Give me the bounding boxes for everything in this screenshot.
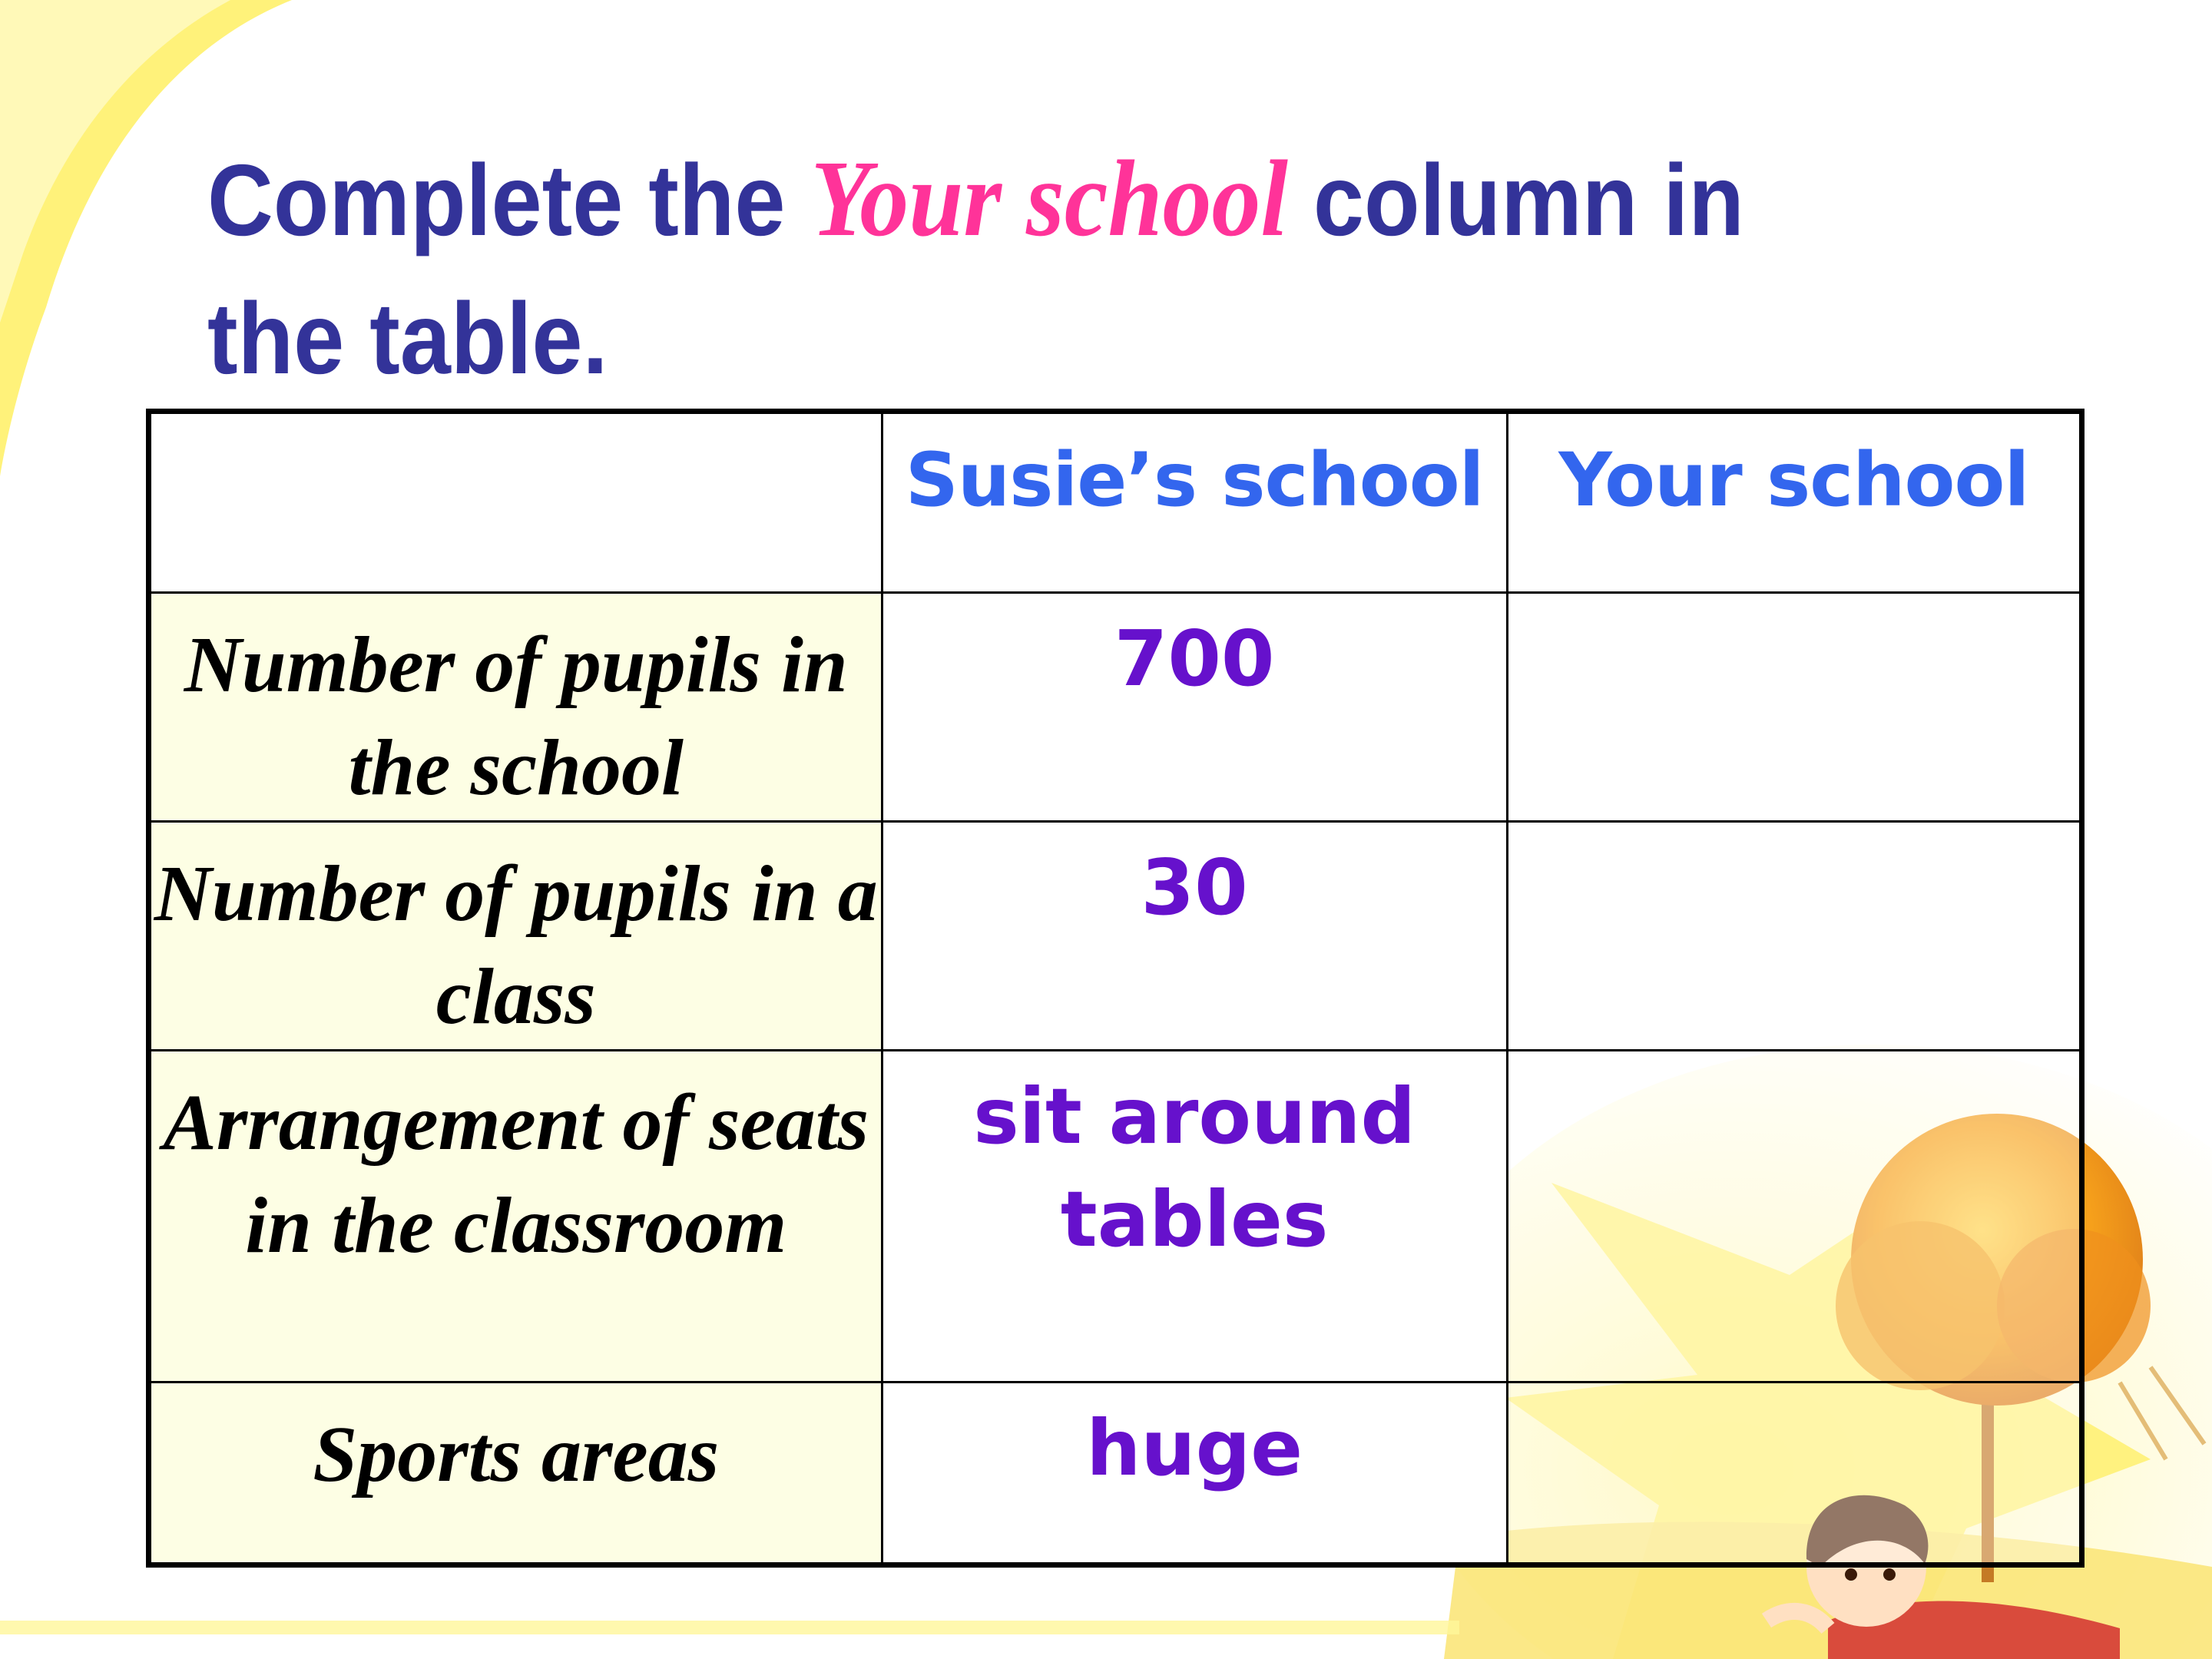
susie-value-seat-arrangement: sit around tables [973,1071,1416,1264]
header-label-blank [151,414,881,434]
your-school-answer-cell[interactable] [1507,822,2081,1051]
your-school-answer-sports-areas[interactable] [1508,1383,2079,1562]
susie-value-pupils-in-school: 700 [1114,614,1275,704]
your-school-answer-pupils-in-school[interactable] [1508,594,2079,820]
your-school-answer-cell[interactable] [1507,1051,2081,1382]
row-label-sports-areas: Sports areas [313,1410,720,1498]
table-row [149,1382,2082,1565]
header-cell-susies-school [882,412,1507,593]
your-school-answer-seat-arrangement[interactable] [1508,1051,2079,1381]
susie-value-pupils-in-class: 30 [1141,843,1248,932]
your-school-answer-cell[interactable] [1507,593,2081,822]
susie-value-sports-areas: huge [1086,1403,1303,1493]
susie-value-cell [882,1382,1507,1565]
header-label-your-school: Your school [1558,437,2029,523]
table-row [149,1051,2082,1382]
row-label-cell [149,822,882,1051]
row-label-pupils-in-class: Number of pupils in a class [154,849,878,1041]
slide-title [207,129,1901,408]
header-cell-blank [149,412,882,593]
header-label-susies-school: Susie’s school [905,437,1484,523]
row-label-pupils-in-school: Number of pupils in the school [184,621,848,812]
your-school-answer-cell[interactable] [1507,1382,2081,1565]
title-text-before: Complete the [207,144,811,257]
title-highlight: Your school [810,137,1288,259]
susie-value-cell [882,1051,1507,1382]
row-label-seat-arrangement: Arrangement of seats in the classroom [163,1078,869,1270]
row-label-cell [149,593,882,822]
comparison-table [146,409,2085,1568]
table-row [149,593,2082,822]
title-text-after: column in the table. [207,144,1744,395]
row-label-cell [149,1051,882,1382]
susie-value-cell [882,593,1507,822]
table-row [149,822,2082,1051]
table-header-row [149,412,2082,593]
row-label-cell [149,1382,882,1565]
your-school-answer-pupils-in-class[interactable] [1508,823,2079,1049]
header-cell-your-school [1507,412,2081,593]
susie-value-cell [882,822,1507,1051]
